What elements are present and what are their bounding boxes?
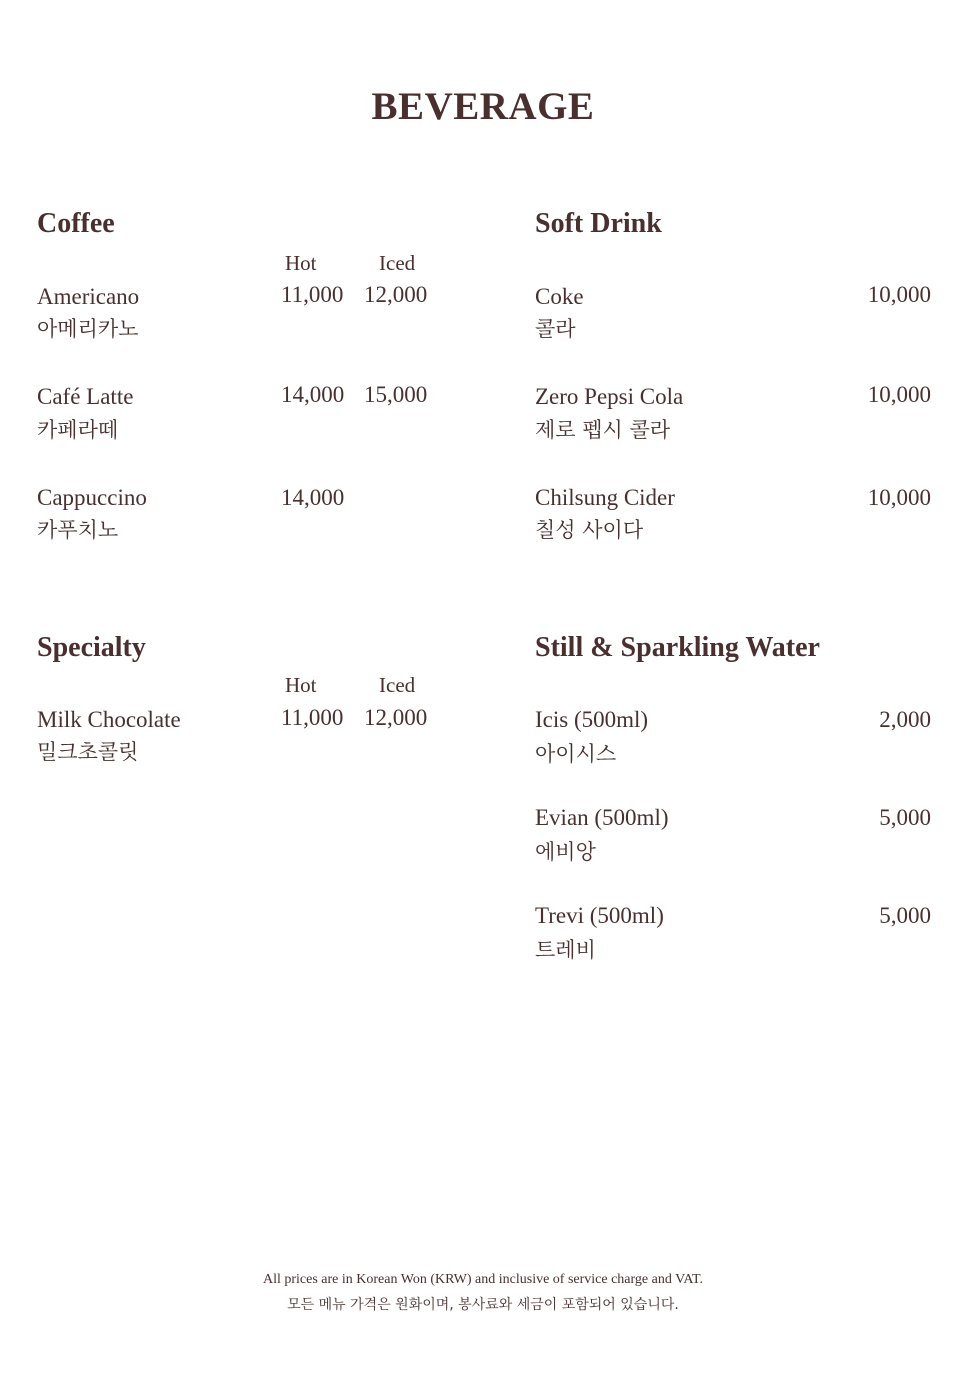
item-name-ko: 아이시스 <box>535 742 617 766</box>
item-name-ko: 칠성 사이다 <box>535 518 644 542</box>
coffee-section-title: Coffee <box>37 208 115 239</box>
page-title: BEVERAGE <box>371 85 595 128</box>
item-name-en: Zero Pepsi Cola <box>535 384 684 409</box>
coffee-hot-header: Hot <box>285 251 317 275</box>
item-name-en: Café Latte <box>37 384 134 409</box>
item-price: 10,000 <box>867 485 931 510</box>
hot-price: 11,000 <box>281 282 344 307</box>
iced-price: 12,000 <box>364 705 428 730</box>
iced-price: 15,000 <box>364 382 428 407</box>
item-name-en: Evian (500ml) <box>535 805 669 830</box>
item-name-en: Icis (500ml) <box>535 707 649 732</box>
coffee-iced-header: Iced <box>379 251 416 275</box>
item-name-en: Cappuccino <box>37 485 147 510</box>
item-name-ko: 콜라 <box>535 317 576 341</box>
item-price: 10,000 <box>867 282 931 307</box>
hot-price: 14,000 <box>281 382 345 407</box>
soft-drink-section-title: Soft Drink <box>535 208 662 239</box>
specialty-section-title: Specialty <box>37 632 146 663</box>
item-name-ko: 카푸치노 <box>37 518 119 542</box>
item-name-ko: 트레비 <box>535 938 596 962</box>
item-name-ko: 밀크초콜릿 <box>37 740 139 764</box>
hot-price: 14,000 <box>281 485 345 510</box>
water-section-title: Still & Sparkling Water <box>535 632 820 663</box>
specialty-hot-header: Hot <box>285 673 317 697</box>
footer-note-en: All prices are in Korean Won (KRW) and inclusive of service charge and VAT. <box>262 1272 703 1287</box>
item-price: 5,000 <box>879 903 931 928</box>
item-price: 2,000 <box>879 707 931 732</box>
item-name-en: Milk Chocolate <box>37 707 181 732</box>
item-name-en: Coke <box>535 284 584 309</box>
specialty-iced-header: Iced <box>379 673 416 697</box>
iced-price: 12,000 <box>364 282 428 307</box>
item-name-en: Trevi (500ml) <box>535 903 664 928</box>
item-name-en: Chilsung Cider <box>535 485 675 510</box>
item-name-ko: 아메리카노 <box>37 317 139 341</box>
hot-price: 11,000 <box>281 705 344 730</box>
item-name-en: Americano <box>37 284 140 309</box>
item-name-ko: 제로 펩시 콜라 <box>535 418 671 442</box>
footer-note-ko: 모든 메뉴 가격은 원화이며, 봉사료와 세금이 포함되어 있습니다. <box>287 1297 679 1313</box>
item-price: 5,000 <box>879 805 931 830</box>
item-name-ko: 카페라떼 <box>37 418 119 442</box>
item-name-ko: 에비앙 <box>535 840 596 864</box>
item-price: 10,000 <box>867 382 931 407</box>
